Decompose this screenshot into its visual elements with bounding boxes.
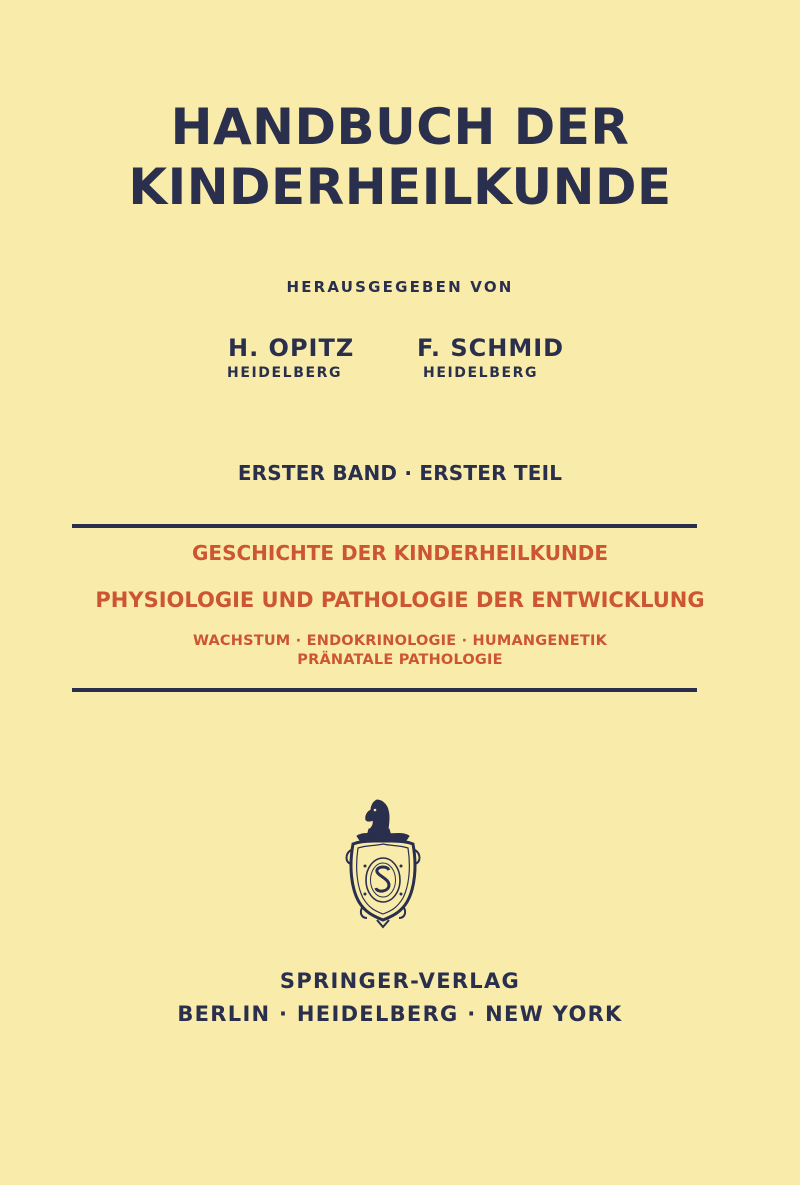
editor-2-city: HEIDELBERG xyxy=(423,365,539,381)
book-title-line-1: HANDBUCH DER xyxy=(170,98,630,156)
publisher-name: SPRINGER-VERLAG xyxy=(279,969,521,993)
edited-by-label: HERAUSGEGEBEN VON xyxy=(286,278,514,296)
book-title-line-2: KINDERHEILKUNDE xyxy=(128,158,672,216)
editor-1-name: H. OPITZ xyxy=(228,334,355,362)
springer-horse-emblem-icon xyxy=(343,796,423,931)
content-heading-2: PHYSIOLOGIE UND PATHOLOGIE DER ENTWICKLUNG xyxy=(95,588,705,612)
bottom-divider xyxy=(72,688,697,692)
volume-label: ERSTER BAND · ERSTER TEIL xyxy=(237,461,563,485)
editor-2-name: F. SCHMID xyxy=(417,334,565,362)
content-heading-1: GESCHICHTE DER KINDERHEILKUNDE xyxy=(192,541,608,565)
top-divider xyxy=(72,524,697,528)
editor-1-city: HEIDELBERG xyxy=(227,365,343,381)
content-subtopics-1: WACHSTUM · ENDOKRINOLOGIE · HUMANGENETIK xyxy=(192,633,608,649)
content-subtopics-2: PRÄNATALE PATHOLOGIE xyxy=(297,652,503,668)
publisher-cities: BERLIN · HEIDELBERG · NEW YORK xyxy=(177,1002,623,1026)
